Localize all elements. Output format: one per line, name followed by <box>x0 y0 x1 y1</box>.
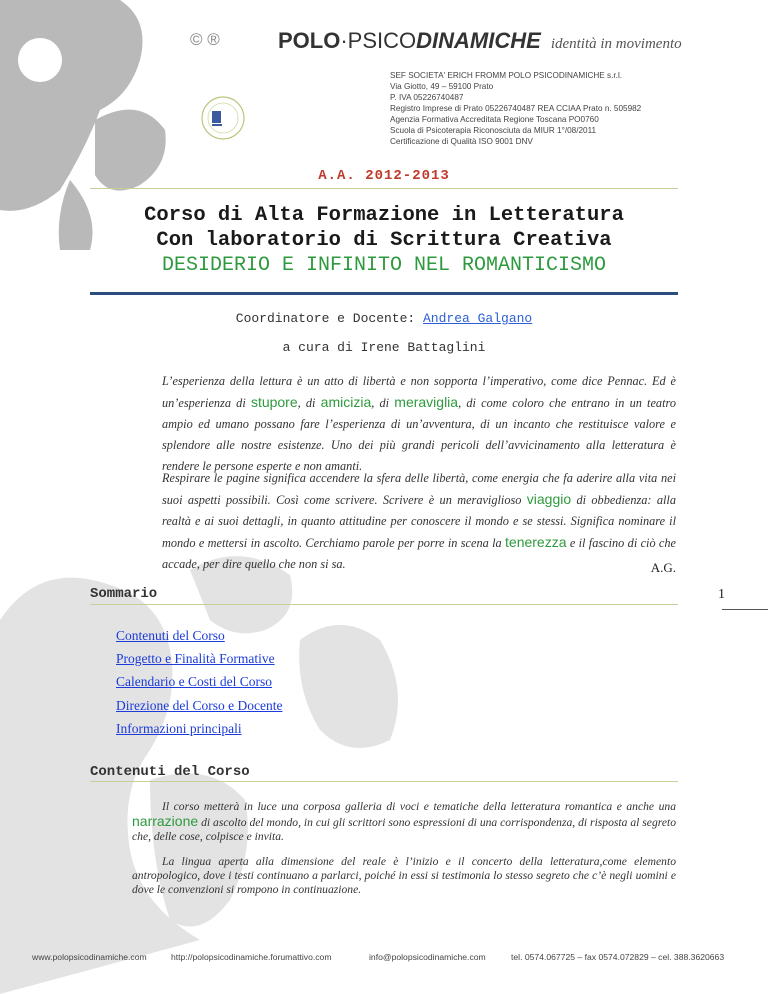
highlight-word: amicizia <box>320 394 372 410</box>
copyright-marks: © ® <box>190 30 220 49</box>
highlight-word: tenerezza <box>505 534 567 550</box>
section-heading-rule <box>90 781 678 782</box>
text-run: , di <box>297 396 321 410</box>
contents-paragraph-2: La lingua aperta alla dimensione del reale è l’inizio e il concerto della letteratura,come elemento antropologico, dove i testi continuano a parlarci, poiché in essi si testimonia lo stesso segreto che c’è negli uomini e dove le convenzioni si rompono in continuazione. <box>132 855 676 896</box>
toc-link-progetto[interactable]: Progetto e Finalità Formative <box>116 651 275 667</box>
course-title-line2: Con laboratorio di Scrittura Creativa <box>156 229 612 252</box>
highlight-word: viaggio <box>526 491 572 507</box>
text-run: , di come coloro che entrano in un teatro ampio ed umano possano fare l’esperienza di un’avventura, di un incanto che restituisce valore e splendore alle nostre esistenze. Uno dei più grandi pericoli dell’avvicinamento alla letteratura è rendere le persone esperte e non amanti. <box>162 396 676 473</box>
highlight-word: stupore <box>250 394 298 410</box>
course-subtitle: DESIDERIO E INFINITO NEL ROMANTICISMO <box>161 254 607 277</box>
text-run: di ascolto del mondo, in cui gli scrittori sono espressioni di una corrispondenza, di risposta al segreto che, delle cose, colpisce e invita. <box>132 816 676 843</box>
company-line: Agenzia Formativa Accreditata Regione Toscana PO0760 <box>390 115 599 124</box>
company-line: Via Giotto, 49 – 59100 Prato <box>390 82 494 91</box>
course-title-line1: Corso di Alta Formazione in Letteratura <box>144 204 624 227</box>
toc-link-contenuti[interactable]: Contenuti del Corso <box>116 628 225 643</box>
contents-paragraph-1 <box>132 800 676 844</box>
intro-paragraph-2 <box>162 468 676 575</box>
section-heading-contenuti: Contenuti del Corso <box>90 764 250 780</box>
logo-dinamiche: DINAMICHE <box>416 28 541 53</box>
table-of-contents <box>116 624 282 740</box>
company-line: Certificazione di Qualità ISO 9001 DNV <box>390 137 533 146</box>
curated-by: a cura di Irene Battaglini <box>282 340 486 355</box>
company-info <box>390 70 641 147</box>
text-run: Respirare le pagine significa accendere la sfera delle libertà, come energia che fa aderire alla vita nei suoi aspetti possibili. Così come scrivere. Scrivere è un meraviglioso <box>162 471 676 507</box>
page-number-rule <box>722 609 768 610</box>
company-line: SEF SOCIETA' ERICH FROMM POLO PSICODINAMICHE s.r.l. <box>390 71 623 80</box>
footer-email[interactable]: info@polopsicodinamiche.com <box>369 952 486 962</box>
toc-heading: Sommario <box>90 586 158 602</box>
intro-paragraph-1 <box>162 371 676 477</box>
text-run: Il corso metterà in luce una corposa galleria di voci e tematiche della letteratura romantica e anche una <box>162 800 676 813</box>
toc-heading-rule <box>90 604 678 605</box>
logo-polo: POLO <box>278 28 341 53</box>
brand-logo <box>278 28 682 54</box>
footer-website[interactable]: www.polopsicodinamiche.com <box>32 952 147 962</box>
logo-psico: PSICO <box>347 28 417 53</box>
company-line: Registro Imprese di Prato 05226740487 REA CCIAA Prato n. 505982 <box>390 104 642 113</box>
divider <box>90 188 678 189</box>
logo-tagline: identità in movimento <box>550 36 682 52</box>
signature: A.G. <box>650 560 676 575</box>
coordinator-name-link[interactable]: Andrea Galgano <box>423 311 533 326</box>
highlight-word: meraviglia <box>394 394 459 410</box>
toc-link-calendario[interactable]: Calendario e Costi del Corso <box>116 674 272 690</box>
text-run: L’esperienza della lettura è un atto di libertà e non sopporta l’imperativo, come dice Pennac. Ed è un’esperienza di <box>162 374 676 410</box>
toc-link-informazioni[interactable]: Informazioni principali <box>116 720 242 736</box>
highlight-word: narrazione <box>132 813 199 829</box>
footer-forum[interactable]: http://polopsicodinamiche.forumattivo.com <box>171 952 332 962</box>
text-run: , di <box>371 396 395 410</box>
company-line: Scuola di Psicoterapia Riconosciuta da MIUR 1°/08/2011 <box>390 126 597 135</box>
text-run: di obbedienza: alla realtà e ai suoi dettagli, in quanto attitudine per conoscere il mondo e se stessi. Significa nominare il mondo e mettersi in ascolto. Cerchiamo parole per porre in scena la <box>162 493 676 550</box>
company-line: P. IVA 05226740487 <box>390 93 464 102</box>
coordinator-label: Coordinatore e Docente: <box>235 311 423 326</box>
page-number: 1 <box>718 587 725 602</box>
footer-phones: tel. 0574.067725 – fax 0574.072829 – cel. 388.3620663 <box>511 952 725 962</box>
academic-year: A.A. 2012-2013 <box>318 168 450 184</box>
coordinator-line <box>0 311 768 326</box>
toc-link-direzione[interactable]: Direzione del Corso e Docente <box>116 697 283 713</box>
title-underline-bar <box>90 292 678 295</box>
accreditation-seal-icon <box>200 95 246 141</box>
text-run: e il fascino di ciò che accade, per dire quello che non si sa. <box>162 536 676 571</box>
logo-dot: · <box>340 28 348 53</box>
